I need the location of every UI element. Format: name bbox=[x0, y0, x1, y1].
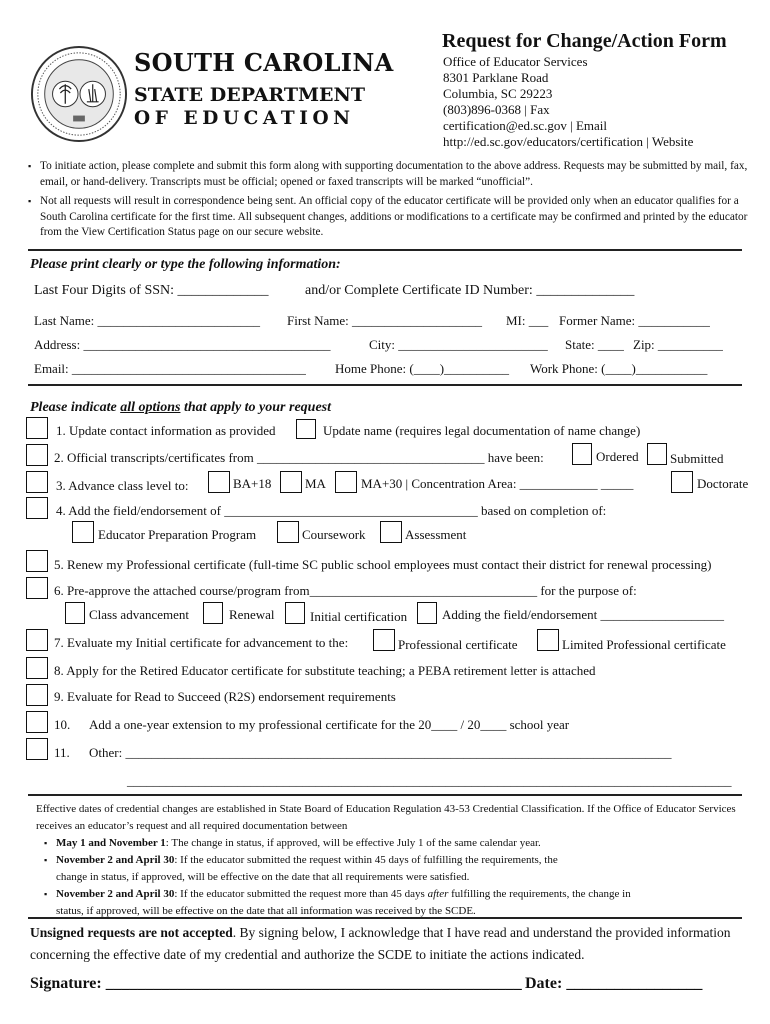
divider bbox=[28, 917, 742, 919]
signature-field[interactable]: Signature: ____________________________________________________ bbox=[30, 975, 522, 992]
ma-label: MA bbox=[305, 476, 326, 491]
ma30-label: MA+30 | Concentration Area: ____________ _____ bbox=[361, 476, 634, 491]
professional-certificate-label: Professional certificate bbox=[398, 637, 518, 652]
doctorate-checkbox[interactable] bbox=[671, 471, 693, 493]
ssn-field[interactable]: Last Four Digits of SSN: _____________ bbox=[34, 283, 269, 298]
ba18-label: BA+18 bbox=[233, 476, 272, 491]
bullet-2-text: : If the educator submitted the request within 45 days of fulfilling the requirements, the bbox=[174, 854, 558, 866]
option-10-label: Add a one-year extension to my professional certificate for the 20____ / 20____ school year bbox=[89, 717, 570, 732]
options-heading-pre: Please indicate bbox=[30, 400, 121, 415]
info-heading: Please print clearly or type the following information: bbox=[30, 257, 341, 272]
signature-acknowledgement bbox=[30, 922, 742, 966]
ma30-checkbox[interactable] bbox=[335, 471, 357, 493]
other-field-line-2[interactable]: _____________________________________________________________________________________________ bbox=[127, 773, 732, 788]
option-11-checkbox[interactable] bbox=[26, 738, 48, 760]
initial-certification-label: Initial certification bbox=[310, 609, 408, 624]
office-line: Columbia, SC 29223 bbox=[443, 86, 553, 101]
acknowledgement-text: . By signing below, I acknowledge that I have read and understand the provided information concerning the effective date of my credential and authorize the SCDE to initiate the actions indicated. bbox=[30, 925, 731, 962]
form-title: Request for Change/Action Form bbox=[442, 30, 727, 52]
class-advancement-label: Class advancement bbox=[89, 607, 189, 622]
options-heading-underlined: all options bbox=[120, 400, 181, 415]
work-phone-field[interactable]: Work Phone: (____)___________ bbox=[530, 361, 708, 376]
initial-certification-checkbox[interactable] bbox=[285, 602, 305, 624]
home-phone-field[interactable]: Home Phone: (____)__________ bbox=[335, 361, 510, 376]
option-5-checkbox[interactable] bbox=[26, 550, 48, 572]
effective-bullet-3-cont: status, if approved, will be effective on the date that all information was received by the SCDE. bbox=[56, 905, 476, 917]
effective-bullet-2-cont: change in status, if approved, will be effective on the date that all requirements were satisfied. bbox=[56, 871, 470, 883]
option-5-label: 5. Renew my Professional certificate (full-time SC public school employees must contact their district for renewal processing) bbox=[54, 557, 712, 572]
educator-prep-label: Educator Preparation Program bbox=[98, 527, 257, 542]
office-line: certification@ed.sc.gov | Email bbox=[443, 118, 608, 133]
option-10-checkbox[interactable] bbox=[26, 711, 48, 733]
coursework-checkbox[interactable] bbox=[277, 521, 299, 543]
options-heading bbox=[30, 400, 331, 416]
zip-field[interactable]: Zip: __________ bbox=[633, 337, 723, 352]
option-8-checkbox[interactable] bbox=[26, 657, 48, 679]
unsigned-warning: Unsigned requests are not accepted bbox=[30, 925, 233, 940]
renewal-checkbox[interactable] bbox=[203, 602, 223, 624]
educator-prep-checkbox[interactable] bbox=[72, 521, 94, 543]
update-name-label: Update name (requires legal documentation of name change) bbox=[323, 423, 641, 438]
bullet-1-dates: May 1 and November 1 bbox=[56, 837, 166, 849]
first-name-field[interactable]: First Name: ____________________ bbox=[287, 313, 482, 328]
bullet-3-dates: November 2 and April 30 bbox=[56, 888, 175, 900]
ma-checkbox[interactable] bbox=[280, 471, 302, 493]
divider bbox=[28, 384, 742, 386]
certificate-id-field[interactable]: and/or Complete Certificate ID Number: ______________ bbox=[305, 283, 635, 298]
assessment-label: Assessment bbox=[405, 527, 467, 542]
limited-professional-label: Limited Professional certificate bbox=[562, 637, 726, 652]
brand-line-1: SOUTH CAROLINA bbox=[134, 48, 394, 77]
option-9-checkbox[interactable] bbox=[26, 684, 48, 706]
city-field[interactable]: City: _______________________ bbox=[369, 337, 548, 352]
option-6-label: 6. Pre-approve the attached course/program from___________________________________ for the purpose of: bbox=[54, 583, 637, 598]
option-7-label: 7. Evaluate my Initial certificate for advancement to the: bbox=[54, 635, 349, 650]
bullet-3-emphasis: after bbox=[427, 888, 449, 900]
professional-certificate-checkbox[interactable] bbox=[373, 629, 395, 651]
option-4-checkbox[interactable] bbox=[26, 497, 48, 519]
address-field[interactable]: Address: ______________________________________ bbox=[34, 337, 331, 352]
option-9-label: 9. Evaluate for Read to Succeed (R2S) endorsement requirements bbox=[54, 689, 396, 704]
effective-intro: Effective dates of credential changes are established in State Board of Education Regulation 43-53 Credential Classification. If the Office of Educator Services receives an educator’s request and all required documentation between bbox=[36, 803, 736, 832]
effective-bullet-1 bbox=[56, 835, 748, 852]
office-address-block bbox=[443, 54, 743, 150]
bullet-2-dates: November 2 and April 30 bbox=[56, 854, 175, 866]
option-3-label: 3. Advance class level to: bbox=[56, 478, 189, 493]
effective-bullet-2 bbox=[56, 852, 748, 869]
coursework-label: Coursework bbox=[302, 527, 366, 542]
limited-professional-checkbox[interactable] bbox=[537, 629, 559, 651]
ordered-label: Ordered bbox=[596, 449, 639, 464]
last-name-field[interactable]: Last Name: _________________________ bbox=[34, 313, 261, 328]
bullet-1-text: : The change in status, if approved, will be effective July 1 of the same calendar year. bbox=[165, 837, 541, 849]
note-item: ▪ To initiate action, please complete and submit this form along with supporting documentation to the above address. Requests may be submitted by mail, fax, email, or hand-delivery. Transcripts must be official; opened or faxed transcripts will be marked “unofficial”. bbox=[28, 159, 750, 190]
adding-field-label: Adding the field/endorsement ___________________ bbox=[442, 607, 724, 622]
ordered-checkbox[interactable] bbox=[572, 443, 592, 465]
office-line: Office of Educator Services bbox=[443, 54, 588, 69]
sc-seal-logo bbox=[30, 45, 128, 143]
office-line: 8301 Parklane Road bbox=[443, 70, 549, 85]
option-8-label: 8. Apply for the Retired Educator certificate for substitute teaching; a PEBA retirement letter is attached bbox=[54, 663, 596, 678]
office-line: (803)896-0368 | Fax bbox=[443, 102, 550, 117]
option-2-label: 2. Official transcripts/certificates from ___________________________________ have been: bbox=[54, 450, 544, 465]
submitted-label: Submitted bbox=[670, 451, 724, 466]
class-advancement-checkbox[interactable] bbox=[65, 602, 85, 624]
office-line: http://ed.sc.gov/educators/certification | Website bbox=[443, 134, 694, 149]
divider bbox=[28, 249, 742, 251]
middle-initial-field[interactable]: MI: ___ bbox=[506, 313, 549, 328]
ba18-checkbox[interactable] bbox=[208, 471, 230, 493]
option-2-checkbox[interactable] bbox=[26, 444, 48, 466]
option-6-checkbox[interactable] bbox=[26, 577, 48, 599]
divider bbox=[28, 794, 742, 796]
state-field[interactable]: State: ____ bbox=[565, 337, 624, 352]
other-field[interactable]: Other: ____________________________________________________________________________________ bbox=[89, 745, 672, 760]
option-1-checkbox[interactable] bbox=[26, 417, 48, 439]
option-3-checkbox[interactable] bbox=[26, 471, 48, 493]
note-item: ▪ Not all requests will result in correspondence being sent. An official copy of the educator certificate will be provided only when an educator qualifies for a South Carolina certificate for the first time. All subsequent changes, additions or modifications to a certificate may be confirmed and printed by the educator from the View Certification Status page on our secure website. bbox=[28, 194, 750, 241]
doctorate-label: Doctorate bbox=[697, 476, 749, 491]
brand-line-2: STATE DEPARTMENT bbox=[134, 84, 365, 106]
effective-dates-section bbox=[36, 801, 748, 920]
adding-field-checkbox[interactable] bbox=[417, 602, 437, 624]
bullet-3-text-end: fulfilling the requirements, the change in bbox=[448, 888, 631, 900]
instruction-notes bbox=[28, 159, 750, 245]
brand-line-3: OF EDUCATION bbox=[134, 108, 355, 129]
date-field[interactable]: Date: _________________ bbox=[525, 975, 703, 992]
option-11-number: 11. bbox=[54, 745, 70, 760]
submitted-checkbox[interactable] bbox=[647, 443, 667, 465]
update-name-checkbox[interactable] bbox=[296, 419, 316, 439]
option-1-label: 1. Update contact information as provided bbox=[56, 423, 276, 438]
options-heading-post: that apply to your request bbox=[180, 400, 332, 415]
renewal-label: Renewal bbox=[229, 607, 275, 622]
bullet-3-text: : If the educator submitted the request more than 45 days bbox=[174, 888, 428, 900]
effective-bullet-3 bbox=[56, 886, 748, 903]
option-7-checkbox[interactable] bbox=[26, 629, 48, 651]
assessment-checkbox[interactable] bbox=[380, 521, 402, 543]
former-name-field[interactable]: Former Name: ___________ bbox=[559, 313, 710, 328]
option-10-number: 10. bbox=[54, 717, 71, 732]
email-field[interactable]: Email: ____________________________________ bbox=[34, 361, 306, 376]
option-4-label: 4. Add the field/endorsement of _______________________________________ based on completion of: bbox=[56, 503, 607, 518]
